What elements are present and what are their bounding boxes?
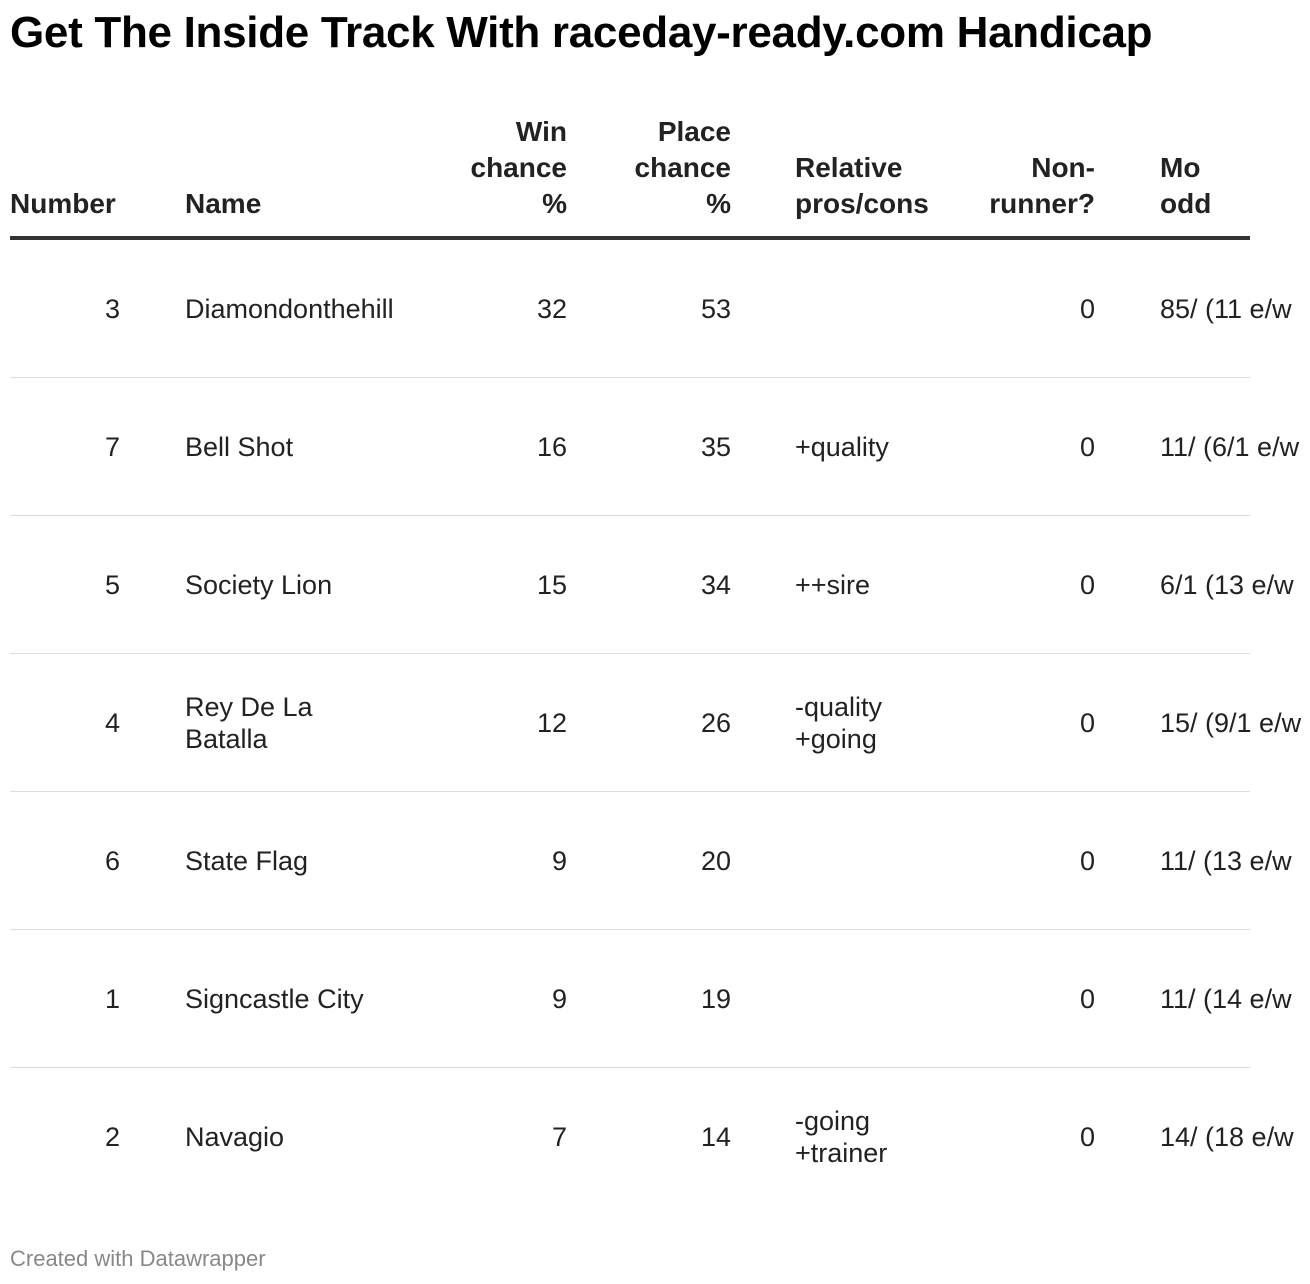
cell-pros-cons — [795, 792, 936, 930]
column-header-non-runner[interactable] — [936, 112, 1095, 238]
chart-title: Get The Inside Track With raceday-ready.com Handicap — [10, 8, 1153, 57]
column-header-win-label: Win chance % — [470, 116, 567, 219]
cell-non-runner: 0 — [936, 378, 1095, 516]
cell-pros-cons: -quality +going — [795, 654, 936, 792]
cell-odds — [1160, 1068, 1294, 1206]
cell-non-runner: 0 — [936, 930, 1095, 1068]
cell-odds — [1160, 654, 1302, 792]
column-header-pros[interactable]: Relative pros/cons — [795, 112, 936, 238]
cell-odds-text: 15/ (9/1 e/w — [1160, 707, 1302, 738]
cell-number: 7 — [10, 378, 120, 516]
cell-number: 3 — [10, 238, 120, 378]
cell-non-runner: 0 — [936, 516, 1095, 654]
header-row — [10, 112, 1250, 238]
table-container — [10, 112, 1302, 1205]
cell-number: 6 — [10, 792, 120, 930]
table-row — [10, 930, 1250, 1068]
cell-number: 4 — [10, 654, 120, 792]
cell-odds-text: 11/ (14 e/w — [1160, 983, 1292, 1014]
table-row — [10, 792, 1250, 930]
table-row — [10, 516, 1250, 654]
cell-name: Signcastle City — [185, 930, 401, 1068]
cell-odds-text: 14/ (18 e/w — [1160, 1121, 1294, 1152]
cell-number: 1 — [10, 930, 120, 1068]
table-row — [10, 1068, 1250, 1206]
cell-win-chance: 15 — [401, 516, 567, 654]
cell-odds — [1160, 930, 1292, 1068]
cell-place-chance: 19 — [567, 930, 731, 1068]
cell-place-chance: 20 — [567, 792, 731, 930]
cell-odds-text: 11/ (6/1 e/w — [1160, 431, 1300, 462]
cell-number: 5 — [10, 516, 120, 654]
cell-odds-text: 11/ (13 e/w — [1160, 845, 1292, 876]
cell-pros-cons: ++sire — [795, 516, 936, 654]
cell-win-chance: 12 — [401, 654, 567, 792]
column-header-odds-label: Mo odd — [1160, 152, 1212, 219]
column-header-place[interactable] — [567, 112, 731, 238]
cell-pros-cons — [795, 930, 936, 1068]
cell-win-chance: 16 — [401, 378, 567, 516]
cell-name: Rey De La Batalla — [185, 654, 401, 792]
cell-pros-cons — [795, 238, 936, 378]
cell-win-chance: 7 — [551, 1121, 567, 1152]
table-row — [10, 654, 1250, 792]
cell-win-chance: 9 — [401, 930, 567, 1068]
column-header-win[interactable] — [401, 112, 567, 238]
column-header-non-runner-label: Non-runner? — [989, 152, 1095, 219]
cell-name: Diamondonthehill — [185, 238, 401, 378]
cell-name: State Flag — [185, 792, 401, 930]
cell-win-chance: 32 — [401, 238, 567, 378]
cell-non-runner: 0 — [936, 654, 1095, 792]
column-header-number[interactable]: Number — [10, 112, 120, 238]
cell-name: Bell Shot — [185, 378, 401, 516]
column-header-name[interactable]: Name — [185, 112, 401, 238]
cell-odds — [1160, 238, 1292, 378]
cell-odds-text: 85/ (11 e/w — [1160, 293, 1292, 324]
cell-non-runner: 0 — [936, 238, 1095, 378]
cell-place-chance: 53 — [567, 238, 731, 378]
cell-number: 2 — [104, 1121, 120, 1152]
table-body — [10, 238, 1302, 1205]
cell-pros-cons: -going +trainer — [795, 1105, 888, 1168]
cell-odds — [1160, 792, 1292, 930]
cell-non-runner: 0 — [1079, 1121, 1095, 1152]
cell-odds-text: 6/1 (13 e/w — [1160, 569, 1294, 600]
cell-non-runner: 0 — [936, 792, 1095, 930]
cell-place-chance: 14 — [700, 1121, 731, 1152]
cell-place-chance: 34 — [567, 516, 731, 654]
column-header-odds[interactable] — [1160, 112, 1250, 238]
table-row — [10, 238, 1250, 378]
footer-credit: Created with Datawrapper — [10, 1246, 266, 1271]
table-row — [10, 378, 1250, 516]
cell-place-chance: 35 — [567, 378, 731, 516]
cell-odds — [1160, 516, 1294, 654]
cell-place-chance: 26 — [567, 654, 731, 792]
handicap-table — [10, 112, 1302, 1205]
column-header-place-label: Place chance % — [634, 116, 731, 219]
cell-name: Society Lion — [185, 516, 401, 654]
cell-pros-cons: +quality — [795, 378, 936, 516]
cell-name: Navagio — [185, 1121, 285, 1152]
cell-win-chance: 9 — [401, 792, 567, 930]
cell-odds — [1160, 378, 1300, 516]
